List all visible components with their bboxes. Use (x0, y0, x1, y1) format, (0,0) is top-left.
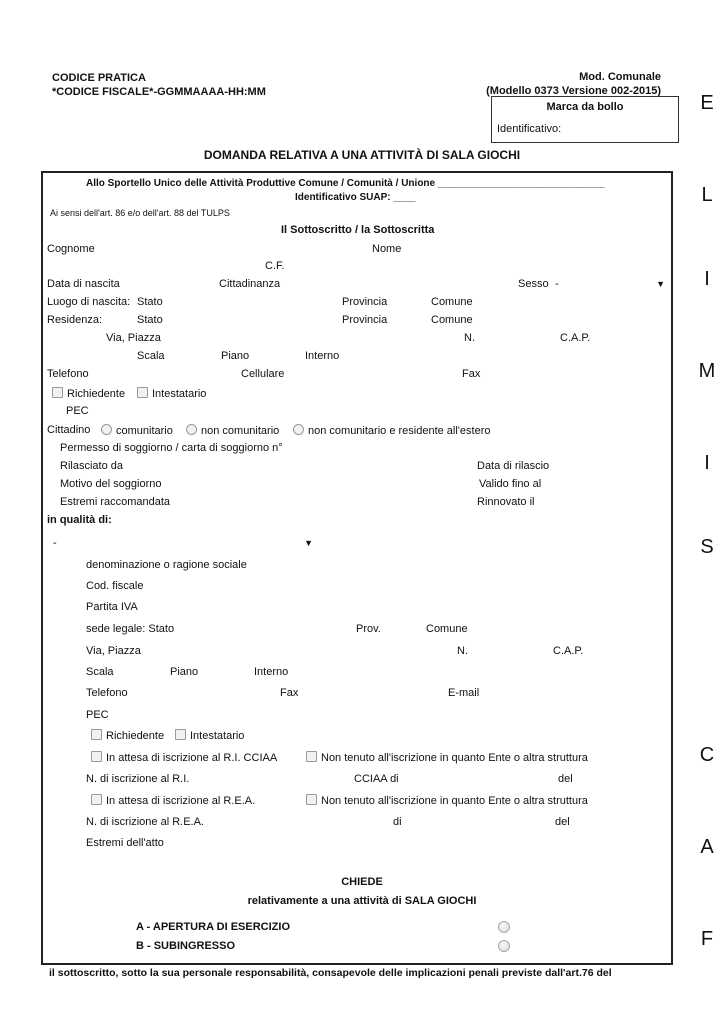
qualita-select[interactable] (53, 537, 315, 549)
pec-label: PEC (66, 405, 89, 417)
nome-label: Nome (372, 243, 402, 255)
nascita-provincia-label: Provincia (342, 296, 388, 308)
cciaa-di-label: CCIAA di (354, 773, 399, 785)
attesa-ri-checkbox[interactable] (91, 751, 102, 762)
fax-label: Fax (462, 368, 481, 380)
non-comunitario-estero-option[interactable]: non comunitario e residente all'estero (293, 424, 490, 437)
attesa-ri-option[interactable]: In attesa di iscrizione al R.I. CCIAA (91, 751, 277, 764)
option-a-label: A - APERTURA DI ESERCIZIO (136, 921, 291, 933)
marca-da-bollo-label: Marca da bollo (546, 101, 624, 113)
side-letter: I (704, 452, 710, 474)
non-comunitario-radio[interactable] (186, 424, 197, 435)
side-letter: S (700, 536, 714, 558)
attesa-rea-option[interactable]: In attesa di iscrizione al R.E.A. (91, 794, 255, 807)
non-comunitario-option[interactable]: non comunitario (186, 424, 279, 437)
side-letter: I (704, 268, 710, 290)
option-a-radio[interactable] (498, 921, 510, 936)
piano-label: Piano (221, 350, 250, 362)
rea-di-label: di (393, 816, 402, 828)
sesso-select[interactable] (555, 278, 667, 290)
cognome-label: Cognome (47, 243, 95, 255)
sede-cap-label: C.A.P. (553, 645, 584, 657)
company-intestatario-checkbox[interactable] (175, 729, 186, 740)
non-tenuto-rea-checkbox[interactable] (306, 794, 317, 805)
sottoscritto-heading: Il Sottoscritto / la Sottoscritta (281, 224, 435, 236)
residenza-provincia-label: Provincia (342, 314, 388, 326)
rinnovato-label: Rinnovato il (477, 496, 535, 508)
page-title: DOMANDA RELATIVA A UNA ATTIVITÀ DI SALA GIOCHI (203, 148, 521, 162)
nascita-comune-label: Comune (431, 296, 473, 308)
suap-line: Identificativo SUAP: ____ (295, 192, 416, 203)
sesso-label: Sesso (518, 278, 549, 290)
side-letter: M (698, 360, 716, 382)
non-tenuto-ri-option[interactable]: Non tenuto all'iscrizione in quanto Ente o altra struttura (306, 751, 588, 764)
residenza-label: Residenza: (47, 314, 103, 326)
intestatario-checkbox[interactable] (137, 387, 148, 398)
sede-fax-label: Fax (280, 687, 299, 699)
sede-email-label: E-mail (448, 687, 480, 699)
chevron-down-icon: ▼ (656, 279, 665, 289)
motivo-label: Motivo del soggiorno (60, 478, 162, 490)
sede-comune-label: Comune (426, 623, 468, 635)
via-label: Via, Piazza (106, 332, 161, 344)
richiedente-checkbox[interactable] (52, 387, 63, 398)
sede-numero-label: N. (457, 645, 468, 657)
cittadino-label: Cittadino (47, 424, 91, 436)
rea-del-label: del (555, 816, 570, 828)
sede-legale-label: sede legale: Stato (86, 623, 175, 635)
ri-del-label: del (558, 773, 573, 785)
sesso-value: - (555, 278, 559, 290)
company-richiedente-checkbox[interactable] (91, 729, 102, 740)
sede-telefono-label: Telefono (86, 687, 128, 699)
sede-pec-label: PEC (86, 709, 109, 721)
n-ri-label: N. di iscrizione al R.I. (86, 773, 190, 785)
side-letter: E (700, 92, 714, 114)
sede-interno-label: Interno (254, 666, 289, 678)
non-tenuto-ri-checkbox[interactable] (306, 751, 317, 762)
cellulare-label: Cellulare (241, 368, 285, 380)
data-rilascio-label: Data di rilascio (477, 460, 550, 472)
mod-comunale-label: Mod. Comunale (579, 71, 661, 83)
ai-sensi-line: Ai sensi dell'art. 86 e/o dell'art. 88 del TULPS (50, 208, 230, 218)
side-letter: C (699, 744, 715, 766)
company-intestatario-option[interactable]: Intestatario (175, 729, 244, 742)
option-b-label: B - SUBINGRESSO (136, 940, 236, 952)
cittadinanza-label: Cittadinanza (219, 278, 281, 290)
partita-iva-label: Partita IVA (86, 601, 138, 613)
footer-text: il sottoscritto, sotto la sua personale responsabilità, consapevole delle implicazioni penali previste dall'art.76 del (49, 967, 612, 979)
intestatario-option[interactable]: Intestatario (137, 387, 206, 400)
non-comunitario-estero-radio[interactable] (293, 424, 304, 435)
attesa-rea-checkbox[interactable] (91, 794, 102, 805)
side-letter: L (701, 184, 713, 206)
residenza-comune-label: Comune (431, 314, 473, 326)
interno-label: Interno (305, 350, 340, 362)
side-letter: F (700, 928, 714, 950)
comunitario-option[interactable]: comunitario (101, 424, 173, 437)
rilasciato-label: Rilasciato da (60, 460, 123, 472)
scala-label: Scala (137, 350, 165, 362)
codice-pratica-label: CODICE PRATICA (52, 72, 146, 84)
chiede-heading: CHIEDE (341, 876, 383, 888)
data-nascita-label: Data di nascita (47, 278, 120, 290)
identificativo-label: Identificativo: (497, 123, 562, 135)
cod-fiscale-label: Cod. fiscale (86, 580, 144, 592)
company-richiedente-option[interactable]: Richiedente (91, 729, 164, 742)
modello-version-label: (Modello 0373 Versione 002-2015) (486, 85, 661, 97)
luogo-nascita-label: Luogo di nascita: (47, 296, 131, 308)
estremi-raccomandata-label: Estremi raccomandata (60, 496, 171, 508)
numero-label: N. (464, 332, 475, 344)
richiedente-option[interactable]: Richiedente (52, 387, 125, 400)
nascita-stato-label: Stato (137, 296, 163, 308)
qualita-value: - (53, 537, 57, 549)
residenza-stato-label: Stato (137, 314, 163, 326)
cap-label: C.A.P. (560, 332, 591, 344)
qualita-label: in qualità di: (47, 514, 112, 526)
valido-label: Valido fino al (479, 478, 542, 490)
codice-fiscale-label: *CODICE FISCALE*-GGMMAAAA-HH:MM (52, 86, 266, 98)
comunitario-radio[interactable] (101, 424, 112, 435)
n-rea-label: N. di iscrizione al R.E.A. (86, 816, 204, 828)
marca-da-bollo-box (491, 96, 679, 143)
chevron-down-icon: ▼ (304, 538, 313, 548)
side-letter: A (700, 836, 714, 858)
cf-label: C.F. (265, 260, 285, 272)
denominazione-label: denominazione o ragione sociale (86, 559, 247, 571)
sede-scala-label: Scala (86, 666, 114, 678)
non-tenuto-rea-option[interactable]: Non tenuto all'iscrizione in quanto Ente o altra struttura (306, 794, 588, 807)
estremi-atto-label: Estremi dell'atto (86, 837, 164, 849)
sportello-line: Allo Sportello Unico delle Attività Produttive Comune / Comunità / Unione ______________________________ (86, 178, 605, 189)
option-b-radio[interactable] (498, 940, 510, 955)
sede-via-label: Via, Piazza (86, 645, 141, 657)
permesso-label: Permesso di soggiorno / carta di soggiorno n° (60, 442, 283, 454)
sede-prov-label: Prov. (356, 623, 381, 635)
sede-piano-label: Piano (170, 666, 199, 678)
telefono-label: Telefono (47, 368, 89, 380)
chiede-subtitle: relativamente a una attività di SALA GIOCHI (247, 895, 477, 907)
